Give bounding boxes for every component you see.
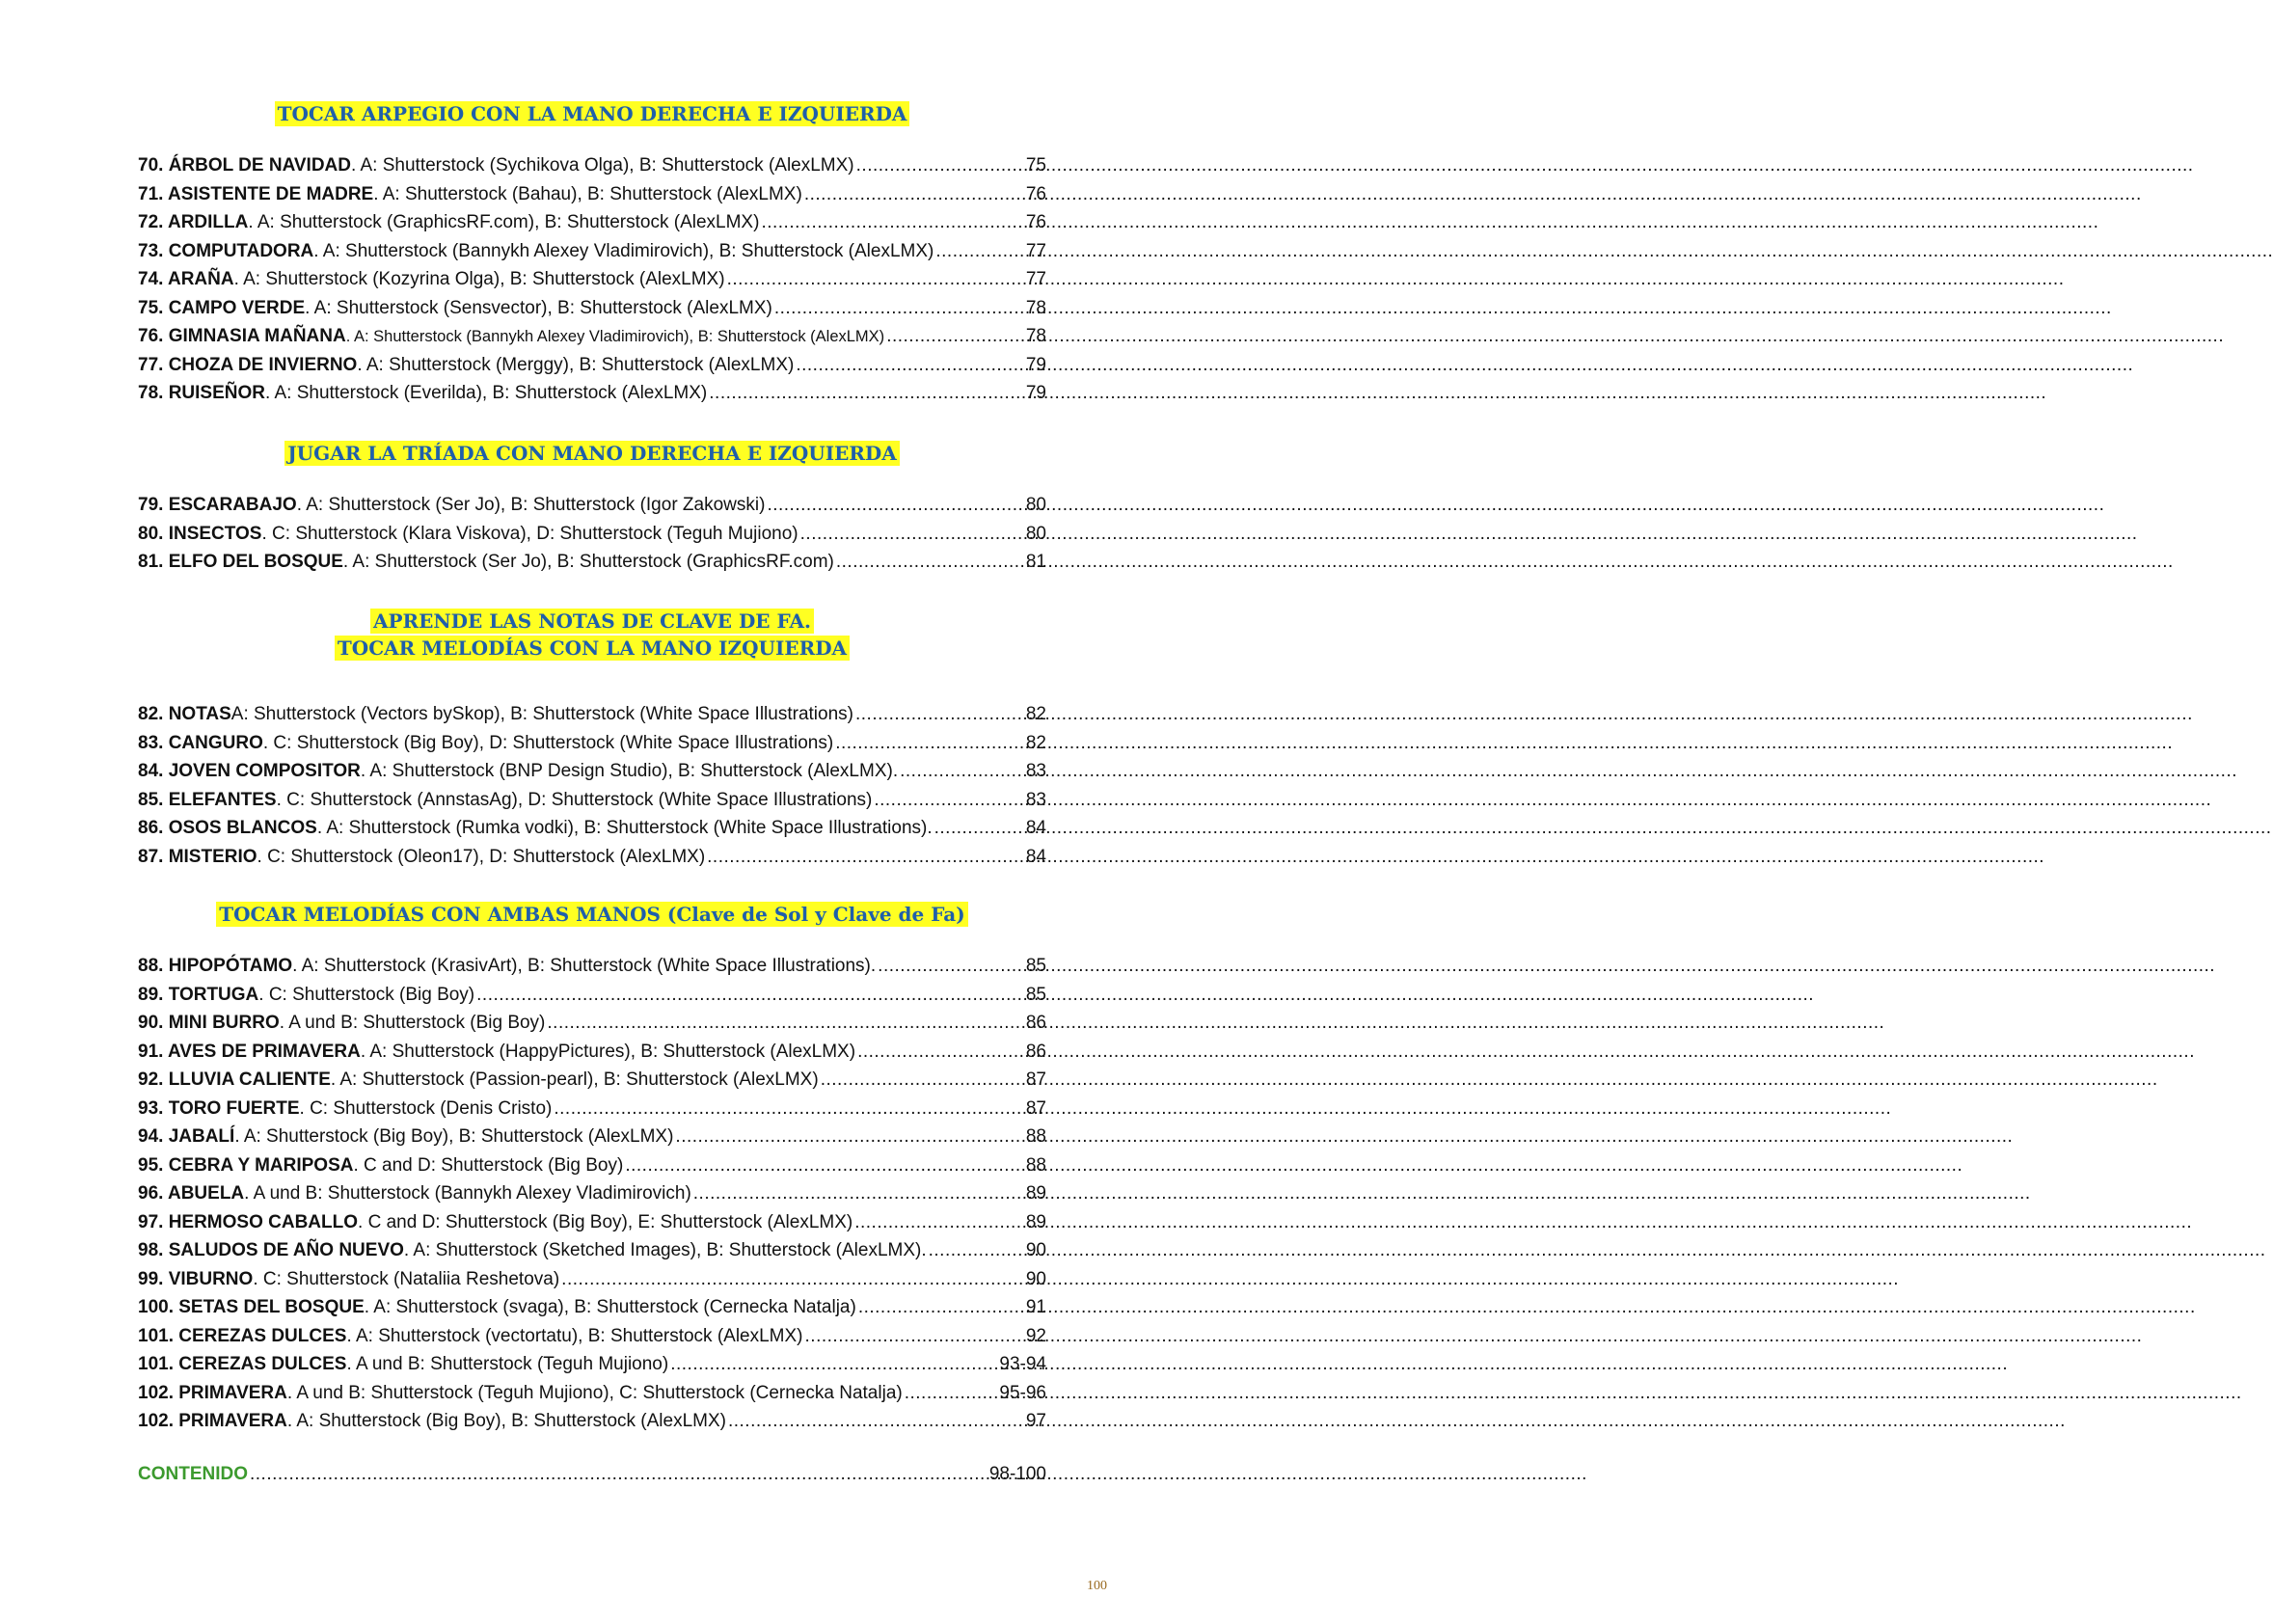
dot-leader — [858, 1293, 1024, 1322]
entry-page: 88 — [1025, 1154, 1046, 1176]
contents-entry — [138, 1460, 1046, 1489]
section-heading-line: TOCAR MELODÍAS CON AMBAS MANOS (Clave de Sol y Clave de Fa) — [216, 902, 967, 927]
entry-page: 95-96 — [999, 1382, 1046, 1403]
dot-leader — [554, 1095, 1024, 1123]
entry-credit: . A: Shutterstock (Big Boy), B: Shutterstock (AlexLMX) — [286, 1411, 726, 1431]
entry-page: 83 — [1025, 789, 1046, 810]
entry-page: 91 — [1025, 1297, 1046, 1317]
entry-list — [138, 700, 1046, 871]
page-number: 100 — [1087, 1579, 1107, 1593]
entry-title: 87. MISTERIO — [138, 846, 257, 867]
entry-title: 81. ELFO DEL BOSQUE — [138, 552, 343, 572]
entry-credit: . A und B: Shutterstock (Teguh Mujiono) — [346, 1354, 669, 1374]
toc-entry[interactable] — [138, 786, 1046, 815]
section-heading — [138, 440, 1046, 467]
toc-entry[interactable] — [138, 729, 1046, 758]
entry-page: 78 — [1025, 326, 1046, 346]
dot-leader — [707, 843, 1024, 872]
entry-page: 85 — [1025, 956, 1046, 976]
entry-page: 79 — [1025, 354, 1046, 375]
entry-credit: A: Shutterstock (Vectors bySkop), B: Shutterstock (White Space Illustrations) — [230, 704, 853, 724]
toc-entry[interactable] — [138, 322, 1046, 351]
toc-entry-contents[interactable] — [138, 1460, 1046, 1489]
entry-title: 101. CEREZAS DULCES — [138, 1325, 347, 1346]
dot-leader — [476, 981, 1024, 1010]
entry-page: 89 — [1025, 1183, 1046, 1204]
toc-entry[interactable] — [138, 151, 1046, 180]
entry-credit: . A: Shutterstock (HappyPictures), B: Shutterstock (AlexLMX) — [360, 1041, 856, 1062]
toc-entry[interactable] — [138, 1322, 1046, 1351]
dot-leader — [934, 814, 1024, 843]
entry-credit: . A: Shutterstock (GraphicsRF.com), B: Shutterstock (AlexLMX) — [248, 212, 760, 232]
entry-title: 97. HERMOSO CABALLO — [138, 1211, 359, 1232]
toc-entry[interactable] — [138, 1236, 1046, 1265]
entry-page: 81 — [1025, 552, 1046, 572]
entry-credit: . A: Shutterstock (Sensvector), B: Shutterstock (AlexLMX) — [305, 297, 772, 318]
entry-credit: . A: Shutterstock (Ser Jo), B: Shutterstock (Igor Zakowski) — [296, 495, 766, 515]
entry-credit: . A: Shutterstock (vectortatu), B: Shutterstock (AlexLMX) — [346, 1325, 803, 1346]
entry-credit: . A: Shutterstock (Sychikova Olga), B: Shutterstock (AlexLMX) — [351, 155, 854, 176]
entry-title: 89. TORTUGA — [138, 984, 259, 1005]
entry-title: 96. ABUELA — [138, 1183, 245, 1204]
entry-page: 84 — [1025, 818, 1046, 838]
toc-entry[interactable] — [138, 548, 1046, 577]
entry-list — [138, 151, 1046, 408]
dot-leader — [250, 1460, 988, 1489]
entry-title: 75. CAMPO VERDE — [138, 297, 306, 318]
entry-title: 79. ESCARABAJO — [138, 495, 297, 515]
entry-credit: . A: Shutterstock (Big Boy), B: Shutterstock (AlexLMX) — [234, 1126, 674, 1147]
dot-leader — [804, 180, 1024, 209]
entry-title: 83. CANGURO — [138, 732, 263, 753]
dot-leader — [886, 322, 1024, 351]
entry-page: 89 — [1025, 1211, 1046, 1232]
dot-leader — [905, 1379, 998, 1408]
entry-credit: . C: Shutterstock (Oleon17), D: Shutterstock (AlexLMX) — [257, 846, 706, 867]
dot-leader — [796, 351, 1024, 380]
entry-page: 86 — [1025, 1013, 1046, 1033]
entry-credit: . A: Shutterstock (Bannykh Alexey Vladimirovich), B: Shutterstock (AlexLMX) — [345, 328, 885, 345]
entry-page: 82 — [1025, 704, 1046, 724]
entry-list — [138, 952, 1046, 1436]
toc-entry[interactable] — [138, 952, 1046, 981]
dot-leader — [774, 294, 1024, 323]
toc-entry[interactable] — [138, 1293, 1046, 1322]
entry-credit: . A: Shutterstock (Sketched Images), B: Shutterstock (AlexLMX). — [403, 1240, 927, 1260]
toc-entry[interactable] — [138, 1265, 1046, 1294]
entry-title: 82. NOTAS — [138, 704, 231, 724]
toc-entry[interactable] — [138, 1066, 1046, 1095]
dot-leader — [874, 786, 1024, 815]
toc-entry[interactable] — [138, 1208, 1046, 1237]
entry-title: 102. PRIMAVERA — [138, 1382, 287, 1403]
toc-entry[interactable] — [138, 1407, 1046, 1436]
entry-page: 87 — [1025, 1097, 1046, 1119]
entry-page: 82 — [1025, 732, 1046, 753]
entry-credit: . A: Shutterstock (Bannykh Alexey Vladimirovich), B: Shutterstock (AlexLMX) — [313, 240, 934, 261]
entry-page: 76 — [1025, 183, 1046, 204]
entry-page: 78 — [1025, 297, 1046, 318]
entry-title: 92. LLUVIA CALIENTE — [138, 1069, 331, 1090]
entry-title: 80. INSECTOS — [138, 523, 262, 544]
dot-leader — [935, 237, 1023, 266]
entry-title: 72. ARDILLA — [138, 212, 249, 232]
dot-leader — [929, 1236, 1024, 1265]
dot-leader — [561, 1265, 1024, 1294]
entry-page: 77 — [1025, 269, 1046, 289]
entry-credit: . A und B: Shutterstock (Teguh Mujiono), C: Shutterstock (Cernecka Natalja) — [286, 1382, 903, 1403]
entry-credit: . A: Shutterstock (BNP Design Studio), B: Shutterstock (AlexLMX). — [360, 761, 899, 781]
entry-page: 83 — [1025, 761, 1046, 781]
toc-entry[interactable] — [138, 1009, 1046, 1038]
entry-title: 76. GIMNASIA MAÑANA — [138, 326, 346, 346]
entry-page: 92 — [1025, 1325, 1046, 1346]
dot-leader — [675, 1123, 1023, 1151]
entry-title: 70. ÁRBOL DE NAVIDAD — [138, 155, 351, 176]
toc-entry[interactable] — [138, 265, 1046, 294]
dot-leader — [821, 1066, 1024, 1095]
entry-title: 93. TORO FUERTE — [138, 1097, 300, 1119]
entry-credit: . C: Shutterstock (AnnstasAg), D: Shutterstock (White Space Illustrations) — [276, 789, 873, 810]
entry-credit: . C: Shutterstock (Klara Viskova), D: Shutterstock (Teguh Mujiono) — [261, 523, 798, 544]
entry-title: 90. MINI BURRO — [138, 1013, 280, 1033]
entry-title: 86. OSOS BLANCOS — [138, 818, 317, 838]
entry-page: 93-94 — [999, 1354, 1046, 1374]
toc-entry[interactable] — [138, 379, 1046, 408]
entry-credit: . A: Shutterstock (Kozyrina Olga), B: Shutterstock (AlexLMX) — [233, 269, 725, 289]
entry-credit: . A: Shutterstock (svaga), B: Shutterstock (Cernecka Natalja) — [364, 1297, 856, 1317]
entry-credit: . A und B: Shutterstock (Bannykh Alexey Vladimirovich) — [244, 1183, 691, 1204]
entry-page: 76 — [1025, 212, 1046, 232]
entry-page: 87 — [1025, 1069, 1046, 1090]
section-heading — [138, 901, 1046, 928]
toc-entry[interactable] — [138, 757, 1046, 786]
entry-page: 84 — [1025, 846, 1046, 867]
entry-credit: . A: Shutterstock (KrasivArt), B: Shutterstock (White Space Illustrations). — [292, 956, 877, 976]
dot-leader — [670, 1350, 997, 1379]
entry-title: 91. AVES DE PRIMAVERA — [138, 1041, 361, 1062]
entry-title: 88. HIPOPÓTAMO — [138, 956, 293, 976]
entry-credit: . A und B: Shutterstock (Big Boy) — [279, 1013, 546, 1033]
entry-title: 73. COMPUTADORA — [138, 240, 314, 261]
toc-entry[interactable] — [138, 1038, 1046, 1067]
entry-page: 80 — [1025, 523, 1046, 544]
entry-page: 79 — [1025, 383, 1046, 403]
entry-credit: . C: Shutterstock (Denis Cristo) — [299, 1097, 553, 1119]
toc-entry[interactable] — [138, 1095, 1046, 1123]
dot-leader — [625, 1151, 1024, 1180]
dot-leader — [693, 1179, 1024, 1208]
dot-leader — [800, 520, 1024, 549]
section-heading-line: JUGAR LA TRÍADA CON MANO DERECHA E IZQUIERDA — [284, 441, 900, 466]
dot-leader — [761, 208, 1023, 237]
section-heading-line: TOCAR MELODÍAS CON LA MANO IZQUIERDA — [335, 636, 850, 661]
section-heading — [138, 100, 1046, 127]
dot-leader — [878, 952, 1024, 981]
toc-entry[interactable] — [138, 1151, 1046, 1180]
toc-entry[interactable] — [138, 814, 1046, 843]
entry-credit: . C: Shutterstock (Big Boy) — [258, 984, 475, 1005]
dot-leader — [857, 1038, 1024, 1067]
toc-entry[interactable] — [138, 237, 1046, 266]
section-heading-line: TOCAR ARPEGIO CON LA MANO DERECHA E IZQUIERDA — [275, 101, 910, 126]
entry-page: 90 — [1025, 1240, 1046, 1260]
dot-leader — [855, 700, 1024, 729]
entry-title: 94. JABALÍ — [138, 1126, 235, 1147]
entry-title: 95. CEBRA Y MARIPOSA — [138, 1154, 354, 1176]
entry-title: 71. ASISTENTE DE MADRE — [138, 183, 374, 204]
entry-title: 99. VIBURNO — [138, 1268, 254, 1289]
section-heading — [138, 608, 1046, 662]
entry-credit: . A: Shutterstock (Ser Jo), B: Shutterstock (GraphicsRF.com) — [342, 552, 834, 572]
dot-leader — [728, 1407, 1024, 1436]
toc-entry[interactable] — [138, 700, 1046, 729]
toc-entry[interactable] — [138, 981, 1046, 1010]
dot-leader — [805, 1322, 1024, 1351]
entry-title: 100. SETAS DEL BOSQUE — [138, 1297, 365, 1317]
entry-title: 101. CEREZAS DULCES — [138, 1354, 347, 1374]
entry-credit: . C and D: Shutterstock (Big Boy), E: Shutterstock (AlexLMX) — [358, 1211, 853, 1232]
toc-entry[interactable] — [138, 520, 1046, 549]
toc-entry[interactable] — [138, 1179, 1046, 1208]
entry-page: 90 — [1025, 1268, 1046, 1289]
entry-page: 77 — [1025, 240, 1046, 261]
entry-page: 88 — [1025, 1126, 1046, 1147]
entry-credit: . C: Shutterstock (Big Boy), D: Shutterstock (White Space Illustrations) — [262, 732, 834, 753]
toc-entry[interactable] — [138, 1350, 1046, 1379]
entry-page: 80 — [1025, 495, 1046, 515]
entry-credit: . A: Shutterstock (Passion-pearl), B: Shutterstock (AlexLMX) — [330, 1069, 819, 1090]
entry-title: 77. CHOZA DE INVIERNO — [138, 354, 358, 375]
entry-title: 84. JOVEN COMPOSITOR — [138, 761, 361, 781]
dot-leader — [836, 548, 1024, 577]
entry-page: 85 — [1025, 984, 1046, 1005]
entry-credit: . A: Shutterstock (Bahau), B: Shutterstock (AlexLMX) — [373, 183, 802, 204]
contents-title: CONTENIDO — [138, 1464, 248, 1484]
entry-title: 102. PRIMAVERA — [138, 1411, 287, 1431]
dot-leader — [856, 151, 1024, 180]
entry-credit: . C and D: Shutterstock (Big Boy) — [353, 1154, 624, 1176]
contents-page: 98-100 — [988, 1464, 1046, 1484]
toc-entry[interactable] — [138, 1379, 1046, 1408]
entry-list — [138, 491, 1046, 577]
section-heading-line: APRENDE LAS NOTAS DE CLAVE DE FA. — [370, 609, 814, 634]
entry-credit: . C: Shutterstock (Nataliia Reshetova) — [253, 1268, 560, 1289]
entry-title: 74. ARAÑA — [138, 269, 234, 289]
dot-leader — [767, 491, 1023, 520]
toc-entry[interactable] — [138, 294, 1046, 323]
dot-leader — [709, 379, 1024, 408]
toc-entry[interactable] — [138, 843, 1046, 872]
entry-page: 86 — [1025, 1041, 1046, 1062]
entry-page: 97 — [1025, 1411, 1046, 1431]
dot-leader — [727, 265, 1024, 294]
dot-leader — [900, 757, 1024, 786]
entry-title: 78. RUISEÑOR — [138, 383, 265, 403]
entry-credit: . A: Shutterstock (Everilda), B: Shutterstock (AlexLMX) — [264, 383, 708, 403]
toc-entry[interactable] — [138, 491, 1046, 520]
toc-entry[interactable] — [138, 1123, 1046, 1151]
dot-leader — [854, 1208, 1024, 1237]
toc-entry[interactable] — [138, 351, 1046, 380]
dot-leader — [835, 729, 1024, 758]
entry-page: 75 — [1025, 155, 1046, 176]
entry-credit: . A: Shutterstock (Rumka vodki), B: Shutterstock (White Space Illustrations). — [316, 818, 933, 838]
entry-credit: . A: Shutterstock (Merggy), B: Shutterstock (AlexLMX) — [357, 354, 795, 375]
dot-leader — [547, 1009, 1023, 1038]
toc-entry[interactable] — [138, 208, 1046, 237]
toc-entry[interactable] — [138, 180, 1046, 209]
entry-title: 98. SALUDOS DE AÑO NUEVO — [138, 1240, 404, 1260]
entry-title: 85. ELEFANTES — [138, 789, 277, 810]
